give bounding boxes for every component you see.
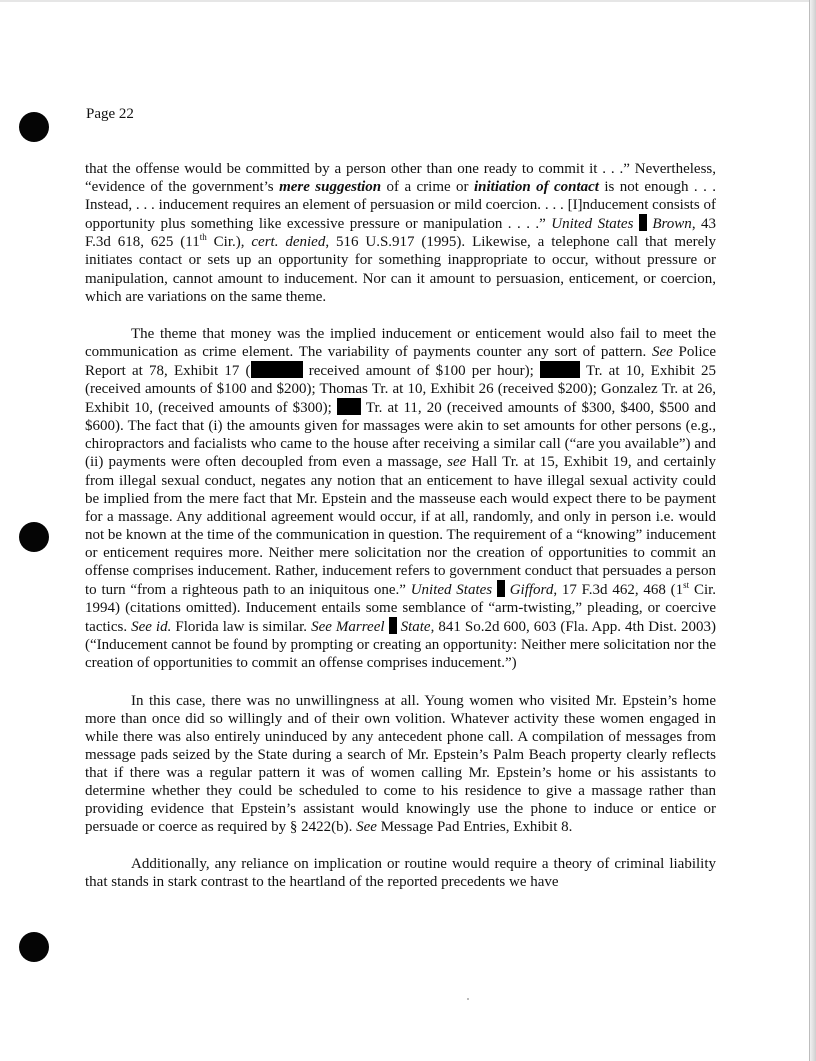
paragraph-1: that the offense would be committed by a person other than one ready to commit it . . .” Nevertheless, “evidence of the government’s mere suggestion of a crime or initiation of contact is not enough . . . Instead, . . . inducement requires an element of persuasion or mild coercion. . . . [I]nducement consists of opportunity plus something like excessive pressure or manipulation . . . .” United States Brown, 43 F.3d 618, 625 (11th Cir.), cert. denied, 516 U.S.917 (1995). Likewise, a telephone call that merely initiates contact or sets up an opportunity for something inappropriate to occur, without pressure or manipulation, cannot amount to inducement. Nor can it amount to persuasion, enticement, or coercion, which are variations on the same theme.: [85, 161, 717, 305]
punch-hole-bottom: [19, 932, 49, 962]
redaction-bar: [337, 398, 361, 415]
document-body: [85, 160, 716, 910]
scan-right-edge: [809, 0, 816, 1061]
paragraph-3: In this case, there was no unwillingness at all. Young women who visited Mr. Epstein’s home more than once did so willingly and of their own volition. Whatever activity these women engaged in while there was also entirely uninduced by any antecedent phone call. A compilation of messages from message pads seized by the State during a search of Mr. Epstein’s Palm Beach property clearly reflects that if there was a regular pattern it was of women calling Mr. Epstein’s home or his assistants to determine whether they could be scheduled to come to his residence to give a massage rather than providing evidence that Epstein’s assistant would knowingly use the phone to induce or entice or persuade or coerce as required by § 2422(b). See Message Pad Entries, Exhibit 8.: [85, 692, 716, 836]
punch-hole-top: [19, 112, 49, 142]
scan-top-edge: [0, 0, 816, 2]
case-citation: United States: [410, 582, 493, 599]
case-citation: See Marreel: [311, 619, 385, 636]
redaction-bar: [389, 617, 397, 634]
redaction-bar: [251, 361, 303, 378]
case-citation: Gifford: [509, 582, 554, 599]
case-citation: United States: [551, 216, 634, 233]
redaction-bar: [497, 580, 505, 597]
emphasis-initiation-of-contact: initiation of contact: [473, 179, 599, 196]
case-citation: Brown: [652, 216, 692, 233]
emphasis-mere-suggestion: mere suggestion: [279, 179, 382, 196]
punch-hole-middle: [19, 522, 49, 552]
scan-speck: [467, 998, 469, 1000]
case-citation: State: [400, 619, 431, 636]
redaction-bar: [540, 361, 580, 378]
page-number: Page 22: [86, 106, 134, 122]
redaction-bar: [639, 214, 647, 231]
paragraph-4: Additionally, any reliance on implication or routine would require a theory of criminal liability that stands in stark contrast to the heartland of the reported precedents we have: [85, 856, 716, 891]
paragraph-2: The theme that money was the implied inducement or enticement would also fail to meet the communication as crime element. The variability of payments counter any sort of pattern. See Police Report at 78, Exhibit 17 ( received amount of $100 per hour); Tr. at 10, Exhibit 25 (received amounts of $100 and $200); Thomas Tr. at 10, Exhibit 26 (received $200); Gonzalez Tr. at 26, Exhibit 10, (received amounts of $300); Tr. at 11, 20 (received amounts of $300, $400, $500 and $600). The fact that (i) the amounts given for massages were akin to set amounts for other persons (e.g., chiropractors and facialists who came to the house after receiving a similar call (“are you available”) and (ii) payments were often decoupled from even a massage, see Hall Tr. at 15, Exhibit 19, and certainly from illegal sexual conduct, negates any notion that an enticement to have illegal sexual activity could be implied from the mere fact that Mr. Epstein and the masseuse each would expect there to be payment for a massage. Any additional agreement would occur, if at all, randomly, and only in person i.e. would not be known at the time of the communication in question. The requirement of a “knowing” inducement or enticement requires more. Neither mere solicitation nor the creation of opportunities to commit an offense comprises inducement. Rather, inducement refers to government conduct that persuades a person to turn “from a righteous path to an iniquitous one.” United States Gifford, 17 F.3d 462, 468 (1st Cir. 1994) (citations omitted). Inducement entails some semblance of “arm-twisting,” pleading, or coercive tactics. See id. Florida law is similar. See Marreel State, 841 So.2d 600, 603 (Fla. App. 4th Dist. 2003) (“Inducement cannot be found by prompting or creating an opportunity: Neither mere solicitation nor the creation of opportunities to commit an offense comprises inducement.”): [85, 325, 717, 672]
